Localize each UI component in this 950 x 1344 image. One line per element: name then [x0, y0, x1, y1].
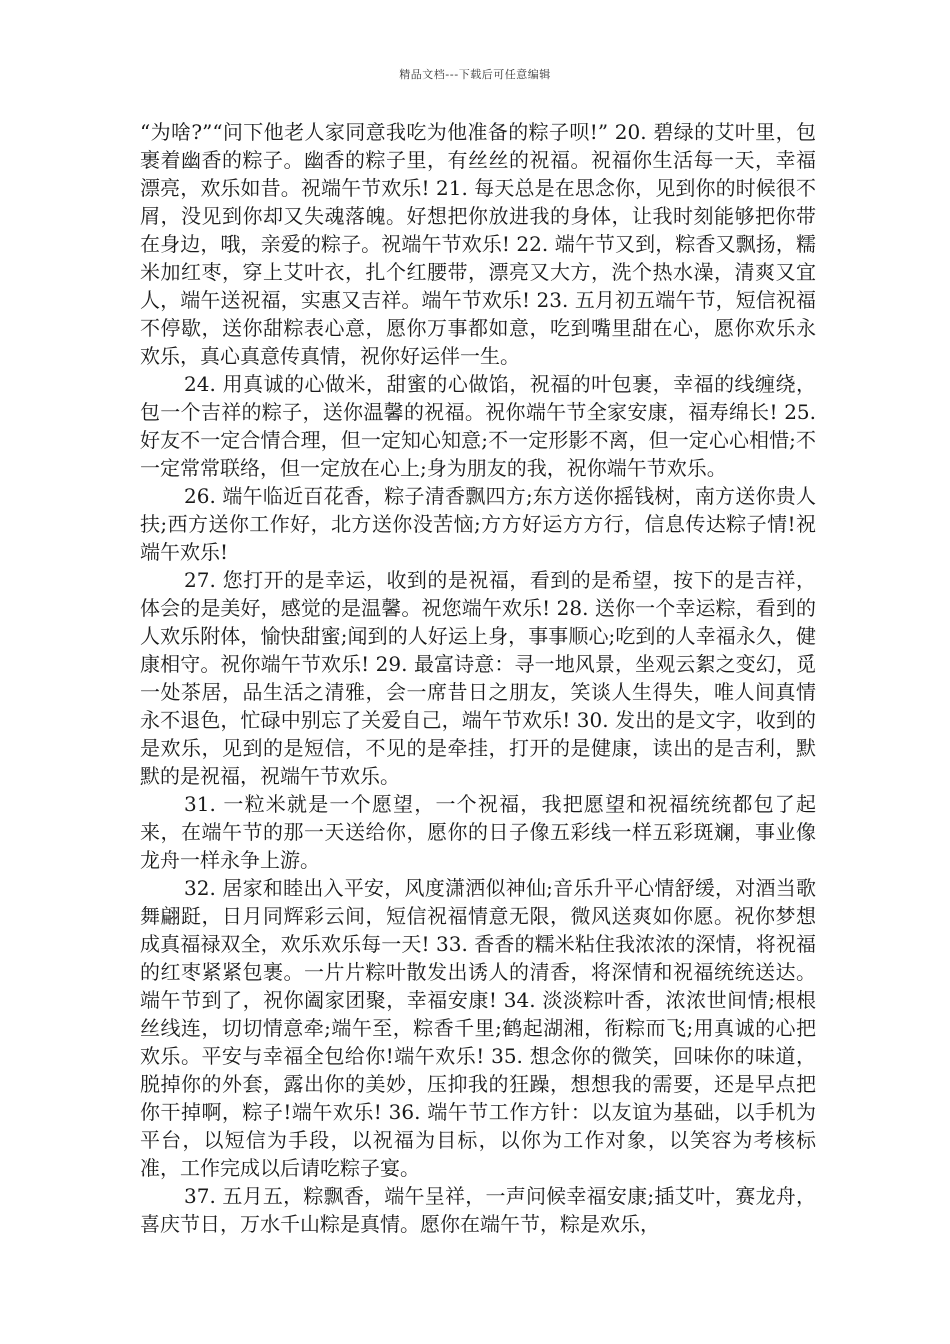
paragraph-6: 32. 居家和睦出入平安，风度潇洒似神仙;音乐升平心情舒缓，对酒当歌舞翩跹，日月同辉彩云间，短信祝福情意无限，微风送爽如你愿。祝你梦想成真福禄双全，欢乐欢乐每一天! 33. 香香的糯米粘住我浓浓的深情，将祝福的红枣紧紧包裹。一片片粽叶散发出诱人的清香，将深情和祝福统统送达。端午节到了，祝你阖家团聚，幸福安康! 34. 淡淡粽叶香，浓浓世间情;根根丝线连，切切情意牵;端午至，粽香千里;鹤起湖湘，衔粽而飞;用真诚的心把欢乐。平安与幸福全包给你!端午欢乐! 35. 想念你的微笑，回味你的味道，脱掉你的外套，露出你的美妙，压抑我的狂躁，想想我的需要，还是早点把你干掉啊，粽子!端午欢乐! 36. 端午节工作方针：以友谊为基础，以手机为平台，以短信为手段，以祝福为目标，以你为工作对象，以笑容为考核标准，工作完成以后请吃粽子宴。 — [140, 876, 816, 1180]
paragraph-1: “为啥?”“问下他老人家同意我吃为他准备的粽子呗!” 20. 碧绿的艾叶里，包裹着幽香的粽子。幽香的粽子里，有丝丝的祝福。祝福你生活每一天，幸福漂亮，欢乐如昔。祝端午节欢乐! 21. 每天总是在思念你，见到你的时候很不屑，没见到你却又失魂落魄。好想把你放进我的身体，让我时刻能够把你带在身边，哦，亲爱的粽子。祝端午节欢乐! 22. 端午节又到，粽香又飘扬，糯米加红枣，穿上艾叶衣，扎个红腰带，漂亮又大方，洗个热水澡，清爽又宜人，端午送祝福，实惠又吉祥。端午节欢乐! 23. 五月初五端午节，短信祝福不停歇，送你甜粽表心意，愿你万事都如意，吃到嘴里甜在心，愿你欢乐永欢乐，真心真意传真情，祝你好运伴一生。 — [140, 120, 816, 368]
page-header: 精品文档---下载后可任意编辑 — [399, 68, 551, 81]
paragraph-2: 24. 用真诚的心做米，甜蜜的心做馅，祝福的叶包裹，幸福的线缠绕，包一个吉祥的粽子，送你温馨的祝福。祝你端午节全家安康，福寿绵长! 25. 好友不一定合情合理，但一定知心知意;不一定形影不离，但一定心心相惜;不一定常常联络，但一定放在心上;身为朋友的我，祝你端午节欢乐。 — [140, 372, 816, 480]
paragraph-3: 26. 端午临近百花香，粽子清香飘四方;东方送你摇钱树，南方送你贵人扶;西方送你工作好，北方送你没苦恼;方方好运方方行，信息传达粽子情!祝端午欢乐! — [140, 484, 816, 564]
document-body — [140, 118, 816, 1238]
paragraph-4: 27. 您打开的是幸运，收到的是祝福，看到的是希望，按下的是吉祥，体会的是美好，感觉的是温馨。祝您端午欢乐! 28. 送你一个幸运粽，看到的人欢乐附体，愉快甜蜜;闻到的人好运上身，事事顺心;吃到的人幸福永久，健康相守。祝你端午节欢乐! 29. 最富诗意：寻一地风景，坐观云絮之变幻，觅一处茶居，品生活之清雅，会一席昔日之朋友，笑谈人生得失，唯人间真情永不退色，忙碌中别忘了关爱自己，端午节欢乐! 30. 发出的是文字，收到的是欢乐，见到的是短信，不见的是牵挂，打开的是健康，读出的是吉利，默默的是祝福，祝端午节欢乐。 — [140, 568, 816, 788]
paragraph-5: 31. 一粒米就是一个愿望，一个祝福，我把愿望和祝福统统都包了起来，在端午节的那一天送给你，愿你的日子像五彩线一样五彩斑斓，事业像龙舟一样永争上游。 — [140, 792, 816, 872]
paragraph-7: 37. 五月五，粽飘香，端午呈祥，一声问候幸福安康;插艾叶，赛龙舟，喜庆节日，万水千山粽是真情。愿你在端午节，粽是欢乐， — [140, 1184, 816, 1236]
